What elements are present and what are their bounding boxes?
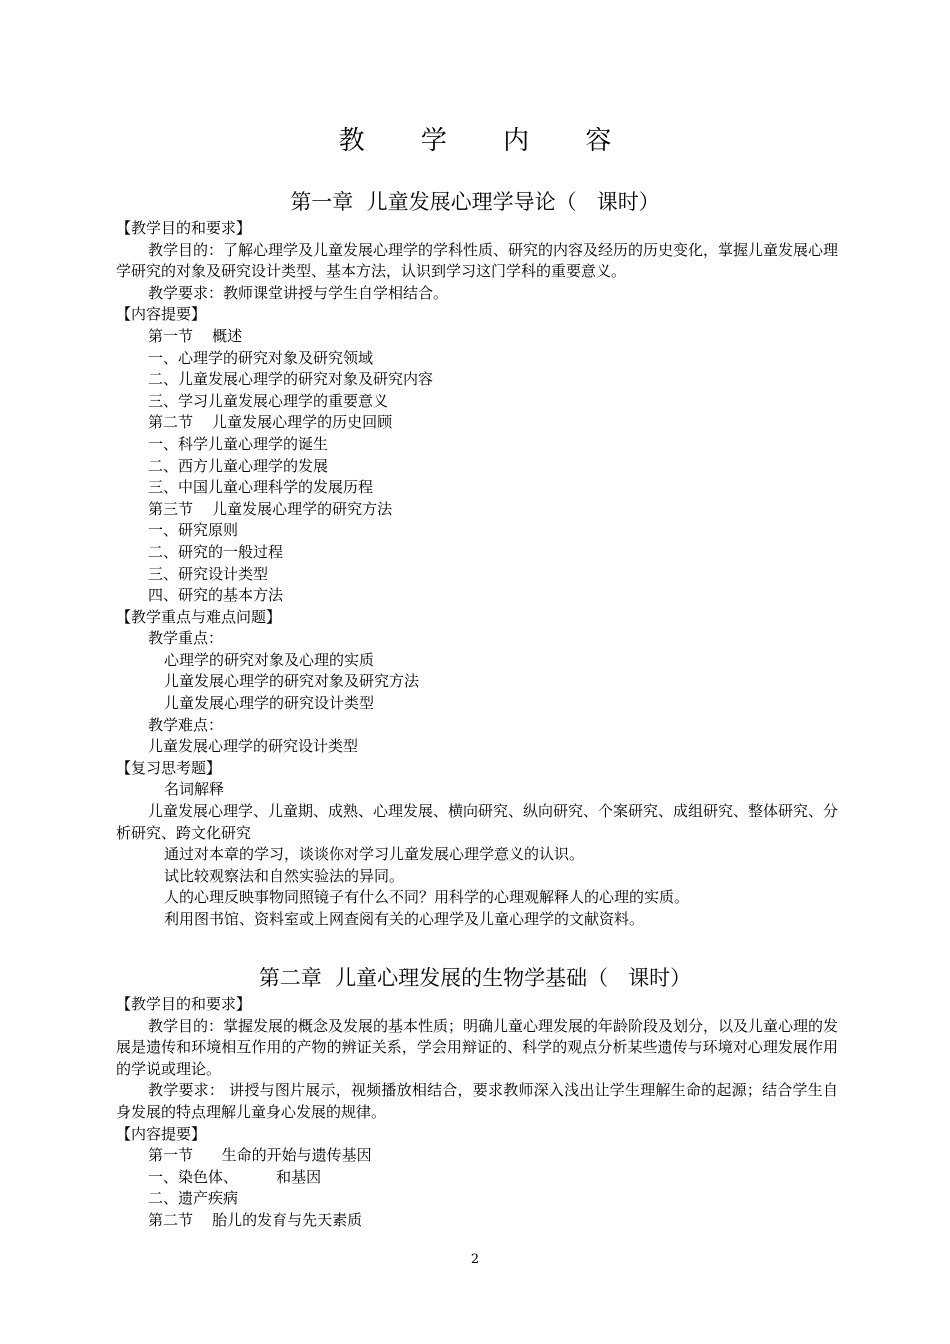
outline-item: 二、西方儿童心理学的发展 [148,456,329,475]
chapter-2-body [116,994,838,1232]
difficult-label: 教学难点： [148,715,224,734]
outline-item: 第一节 概述 [148,326,243,345]
outline-item: 一、心理学的研究对象及研究领域 [148,348,374,367]
outline-item: 四、研究的基本方法 [148,586,284,605]
outline-item: 二、遗产疾病 [148,1189,239,1208]
key-point: 儿童发展心理学的研究设计类型 [164,694,375,713]
chapter-1-body [116,218,838,931]
page-number: 2 [470,1252,480,1267]
outline-item: 一、科学儿童心理学的诞生 [148,434,329,453]
key-label: 教学重点： [148,629,224,648]
review-term-label: 名词解释 [164,780,225,799]
outline-item: 一、研究原则 [148,521,239,540]
review-heading: 【复习思考题】 [116,758,222,777]
review-question: 通过对本章的学习，谈谈你对学习儿童发展心理学意义的认识。 [164,845,585,864]
goal-purpose: 教学目的：掌握发展的概念及发展的基本性质；明确儿童心理发展的年龄阶段及划分，以及儿童心理的发展是遗传和环境相互作用的产物的辨证关系，学会用辩证的、科学的观点分析某些遗传与环境对心理发展作用的学说或理论。 [116,1016,839,1078]
review-question: 人的心理反映事物同照镜子有什么不同？用科学的心理观解释人的心理的实质。 [164,888,690,907]
chapter-2-title: 第二章 儿童心理发展的生物学基础（ 课时） [258,966,692,990]
document-title: 教 学 内 容 [338,126,636,156]
key-point: 儿童发展心理学的研究对象及研究方法 [164,672,420,691]
key-point: 心理学的研究对象及心理的实质 [164,650,375,669]
outline-item: 一、染色体、 和基因 [148,1167,322,1186]
outline-item: 第一节 生命的开始与遗传基因 [148,1146,372,1165]
outline-item: 第二节 胎儿的发育与先天素质 [148,1210,363,1229]
outline-heading: 【内容提要】 [116,305,207,324]
goals-heading: 【教学目的和要求】 [116,995,252,1013]
difficult-point: 儿童发展心理学的研究设计类型 [148,737,359,756]
goal-requirement: 教学要求：教师课堂讲授与学生自学相结合。 [148,283,449,302]
outline-item: 第三节 儿童发展心理学的研究方法 [148,499,393,518]
goal-purpose: 教学目的：了解心理学及儿童发展心理学的学科性质、研究的内容及经历的历史变化，掌握儿童发展心理学研究的对象及研究设计类型、基本方法，认识到学习这门学科的重要意义。 [116,240,839,281]
outline-heading: 【内容提要】 [116,1124,207,1143]
review-question: 利用图书馆、资料室或上网查阅有关的心理学及儿童心理学的文献资料。 [164,910,645,928]
key-heading: 【教学重点与难点问题】 [116,607,282,626]
outline-item: 二、儿童发展心理学的研究对象及研究内容 [148,370,434,389]
review-terms: 儿童发展心理学、儿童期、成熟、心理发展、横向研究、纵向研究、个案研究、成组研究、整体研究、分析研究、跨文化研究 [116,802,839,842]
review-question: 试比较观察法和自然实验法的异同。 [164,866,405,885]
chapter-1-title: 第一章 儿童发展心理学导论（ 课时） [290,190,660,214]
outline-item: 第二节 儿童发展心理学的历史回顾 [148,413,393,432]
goal-requirement: 教学要求： 讲授与图片展示，视频播放相结合，要求教师深入浅出让学生理解生命的起源；结合学生自身发展的特点理解儿童身心发展的规律。 [116,1081,838,1121]
outline-item: 三、学习儿童发展心理学的重要意义 [148,391,389,410]
outline-item: 三、研究设计类型 [148,564,269,583]
outline-item: 三、中国儿童心理科学的发展历程 [148,478,374,497]
outline-item: 二、研究的一般过程 [148,542,284,561]
goals-heading: 【教学目的和要求】 [116,219,252,237]
